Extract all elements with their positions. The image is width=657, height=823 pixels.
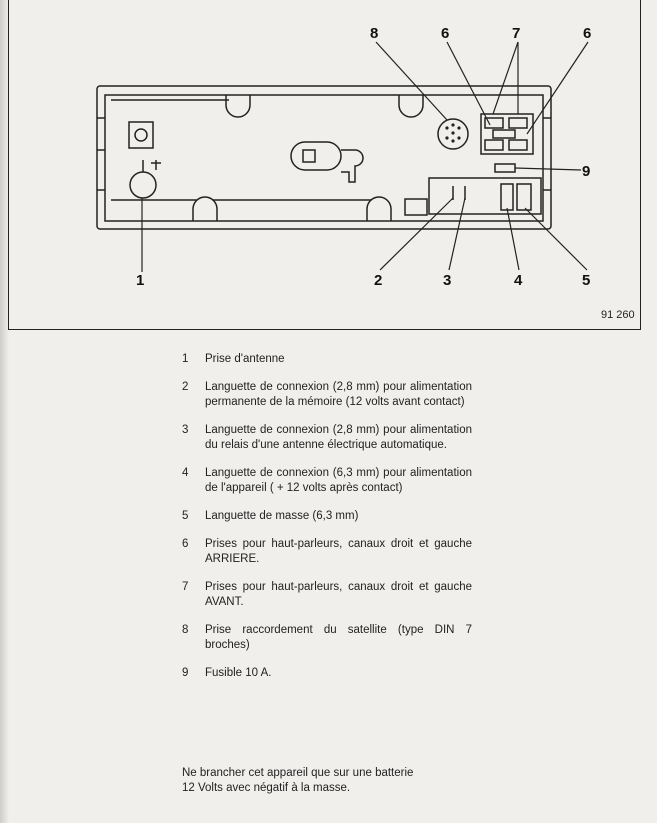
callout-8: 8 — [370, 25, 379, 42]
legend-item — [182, 666, 472, 681]
callout-9: 9 — [582, 163, 591, 180]
figure-reference-number: 91 260 — [601, 309, 635, 321]
legend-item-number: 3 — [182, 424, 189, 436]
callout-6: 6 — [441, 25, 450, 42]
legend-item-text: Fusible 10 A. — [205, 667, 272, 679]
legend-item-text: Languette de masse (6,3 mm) — [205, 510, 359, 522]
tab-4 — [501, 184, 513, 210]
leader-9 — [515, 168, 581, 170]
warning-note — [182, 766, 482, 796]
warning-note-line: 12 Volts avec négatif à la masse. — [182, 782, 351, 794]
legend-item-text: Languette de connexion (6,3 mm) pour alimentation de l'appareil ( + 12 volts après contact) — [205, 467, 472, 494]
legend-item — [182, 537, 472, 567]
leader-5 — [525, 208, 587, 270]
legend-item — [182, 352, 472, 367]
antenna-socket — [130, 172, 156, 198]
legend-item-text: Languette de connexion (2,8 mm) pour alimentation permanente de la mémoire (12 volts avant contact) — [205, 381, 472, 408]
fuse — [495, 164, 515, 172]
legend-item-number: 6 — [182, 538, 189, 550]
key-slot-square — [303, 150, 315, 162]
legend-item-text: Languette de connexion (2,8 mm) pour alimentation du relais d'une antenne électrique automatique. — [205, 424, 472, 451]
legend-item-number: 7 — [182, 581, 189, 593]
callout-5: 5 — [582, 272, 591, 289]
top-clip — [226, 95, 250, 117]
legend-item — [182, 423, 472, 453]
legend-item-number: 2 — [182, 381, 189, 393]
legend-item-text: Prises pour haut-parleurs, canaux droit et gauche ARRIERE. — [205, 538, 472, 565]
callout-2: 2 — [374, 272, 383, 289]
legend-item-text: Prises pour haut-parleurs, canaux droit et gauche AVANT. — [205, 581, 472, 608]
leader-6b — [527, 42, 588, 134]
leader-3 — [449, 198, 465, 270]
key-slot — [291, 142, 341, 170]
housing-inner — [105, 95, 543, 221]
callout-6-right: 6 — [583, 25, 592, 42]
speaker-jack — [509, 140, 527, 150]
legend-item — [182, 580, 472, 610]
legend-item — [182, 380, 472, 410]
legend-item-text: Prise raccordement du satellite (type DIN 7 broches) — [205, 624, 472, 651]
callout-7: 7 — [512, 25, 521, 42]
legend-item-number: 8 — [182, 624, 189, 636]
bracket — [129, 122, 153, 148]
tab-5 — [517, 184, 531, 210]
legend-item — [182, 509, 472, 524]
callout-3: 3 — [443, 272, 452, 289]
leader-6 — [447, 42, 490, 125]
leader-4 — [507, 208, 519, 270]
legend-item-number: 5 — [182, 510, 189, 522]
callout-4: 4 — [514, 272, 523, 289]
top-clip — [399, 95, 423, 117]
callout-1: 1 — [136, 272, 145, 289]
legend-item — [182, 466, 472, 496]
small-tab — [405, 199, 427, 215]
speaker-connector-block — [481, 114, 533, 154]
legend-item-number: 4 — [182, 467, 189, 479]
bracket-hole — [135, 129, 147, 141]
legend-list — [182, 352, 472, 694]
key-hook — [341, 150, 363, 182]
connector-diagram-frame — [8, 0, 641, 330]
legend-item-number: 9 — [182, 667, 189, 679]
speaker-jack — [509, 118, 527, 128]
speaker-jack — [485, 140, 503, 150]
connector-center — [493, 130, 515, 138]
legend-item — [182, 623, 472, 653]
connector-diagram — [9, 0, 642, 330]
housing-outline — [97, 86, 551, 229]
warning-note-line: Ne brancher cet appareil que sur une batterie — [182, 767, 414, 779]
leader-8 — [376, 42, 447, 120]
leader-7a — [493, 42, 518, 114]
legend-item-number: 1 — [182, 353, 189, 365]
legend-item-text: Prise d'antenne — [205, 353, 285, 365]
